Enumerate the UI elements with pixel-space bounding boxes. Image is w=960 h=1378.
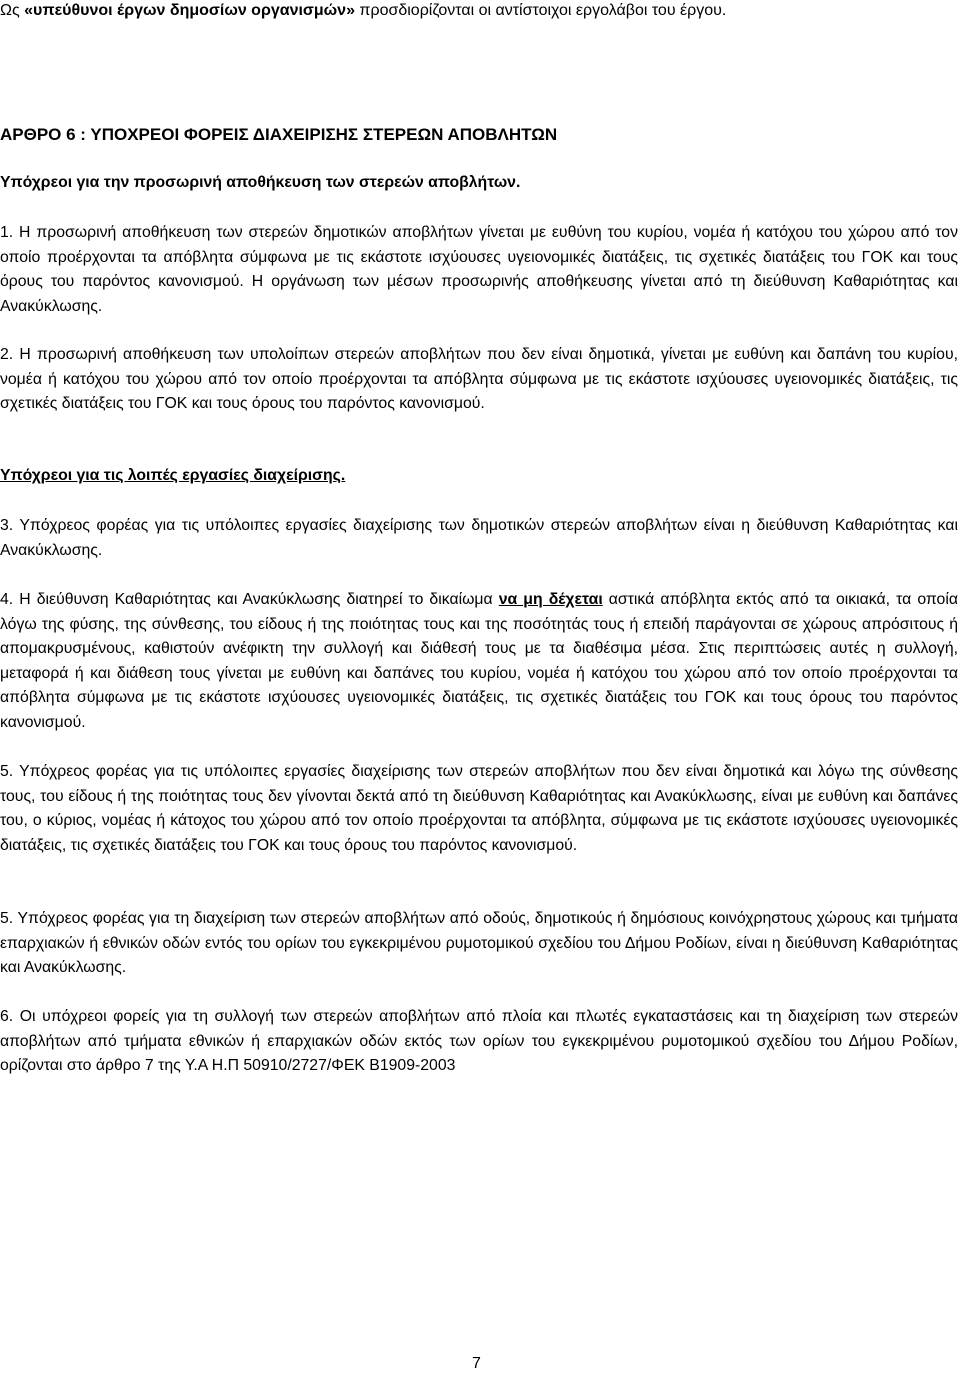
paragraph-3: 3. Υπόχρεος φορέας για τις υπόλοιπες εργασίες διαχείρισης των δημοτικών στερεών αποβλήτων είναι η διεύθυνση Καθαριότητας και Ανακύκλωσης. xyxy=(0,517,958,559)
paragraph-2: 2. Η προσωρινή αποθήκευση των υπολοίπων στερεών αποβλήτων που δεν είναι δημοτικά, γίνεται με ευθύνη και δαπάνη του κυρίου, νομέα ή κατόχου του χώρου από τον οποίο προέρχονται τα απόβλητα σύμφωνα με τις εκάστοτε ισχύουσες υγειονομικές διατάξεις, τις σχετικές διατάξεις του ΓΟΚ και τους όρους του παρόντος κανονισμού. xyxy=(0,346,958,412)
paragraph-6: 6. Οι υπόχρεοι φορείς για τη συλλογή των στερεών αποβλήτων από πλοία και πλωτές εγκαταστάσεις και τη διαχείριση των στερεών αποβλήτων από τμήματα εθνικών ή επαρχιακών οδών εκτός των ορίων του εγκεκριμένου ρυμοτομικού σχεδίου του Δήμου Ροδίων, ορίζονται στο άρθρο 7 της Υ.Α Η.Π 50910/2727/ΦΕΚ Β1909-2003 xyxy=(0,1008,958,1074)
paragraph-5a: 5. Υπόχρεος φορέας για τις υπόλοιπες εργασίες διαχείρισης των στερεών αποβλήτων που δεν είναι δημοτικά και λόγω της σύνθεσης τους, του είδους ή της ποιότητας τους δεν γίνονται δεκτά από τη διεύθυνση Καθαριότητας και Ανακύκλωσης, είναι με ευθύνη και δαπάνες του, ο κύριος, νομέας ή κάτοχος του χώρου από τον οποίο προέρχονται τα απόβλητα, σύμφωνα με τις εκάστοτε ισχύουσες υγειονομικές διατάξεις, τις σχετικές διατάξεις του ΓΟΚ και τους όρους του παρόντος κανονισμού. xyxy=(0,763,958,854)
paragraph-5b: 5. Υπόχρεος φορέας για τη διαχείριση των στερεών αποβλήτων από οδούς, δημοτικούς ή δημόσιους κοινόχρηστους χώρους και τμήματα επαρχιακών ή εθνικών οδών εντός του ορίων του εγκεκριμένου ρυμοτομικού σχεδίου του Δήμου Ροδίων, είναι η διεύθυνση Καθαριότητας και Ανακύκλωσης. xyxy=(0,910,958,976)
paragraph-1: 1. Η προσωρινή αποθήκευση των στερεών δημοτικών αποβλήτων γίνεται με ευθύνη του κυρίου, νομέα ή κατόχου του χώρου από τον οποίο προέρχονται τα απόβλητα σύμφωνα με τις εκάστοτε ισχύουσες υγειονομικές διατάξεις, τις σχετικές διατάξεις του ΓΟΚ και τους όρους του παρόντος κανονισμού. Η οργάνωση των μέσων προσωρινής αποθήκευσης γίνεται από τη διεύθυνση Καθαριότητας και Ανακύκλωσης. xyxy=(0,224,958,315)
subheading-temporary-storage: Υπόχρεοι για την προσωρινή αποθήκευση των στερεών αποβλήτων. xyxy=(0,174,521,191)
emphasis-must-not-accept: να μη δέχεται xyxy=(498,591,603,608)
paragraph-4: 4. Η διεύθυνση Καθαριότητας και Ανακύκλωσης διατηρεί το δικαίωμα να μη δέχεται αστικά απόβλητα εκτός από τα οικιακά, τα οποία λόγω της φύσης, της σύνθεσης, του είδους ή της ποιότητας τους και της ποσότητάς τους ή επειδή παράγονται σε χώρους απρόσιτους ή απομακρυσμένους, καθιστούν ανέφικτη την συλλογή και διάθεσή τους με τα διαθέσιμα μέσα. Στις περιπτώσεις αυτές η συλλογή, μεταφορά ή και διάθεση τους γίνεται με ευθύνη και δαπάνες του κυρίου, νομέα ή κατόχου του χώρου από τον οποίο προέρχονται τα απόβλητα σύμφωνα με τις εκάστοτε ισχύουσες υγειονομικές διατάξεις, τις σχετικές διατάξεις του ΓΟΚ και τους όρους του παρόντος κανονισμού. xyxy=(0,591,958,731)
page-number: 7 xyxy=(472,1355,481,1372)
intro-line: Ως «υπεύθυνοι έργων δημοσίων οργανισμών» προσδιορίζονται οι αντίστοιχοι εργολάβοι του έργου. xyxy=(0,2,727,19)
article-title: ΑΡΘΡΟ 6 : ΥΠΟΧΡΕΟΙ ΦΟΡΕΙΣ ΔΙΑΧΕΙΡΙΣΗΣ ΣΤΕΡΕΩΝ ΑΠΟΒΛΗΤΩΝ xyxy=(0,125,558,144)
subheading-other-management: Υπόχρεοι για τις λοιπές εργασίες διαχείρισης. xyxy=(0,467,346,484)
intro-bold-term: «υπεύθυνοι έργων δημοσίων οργανισμών» xyxy=(24,2,355,19)
